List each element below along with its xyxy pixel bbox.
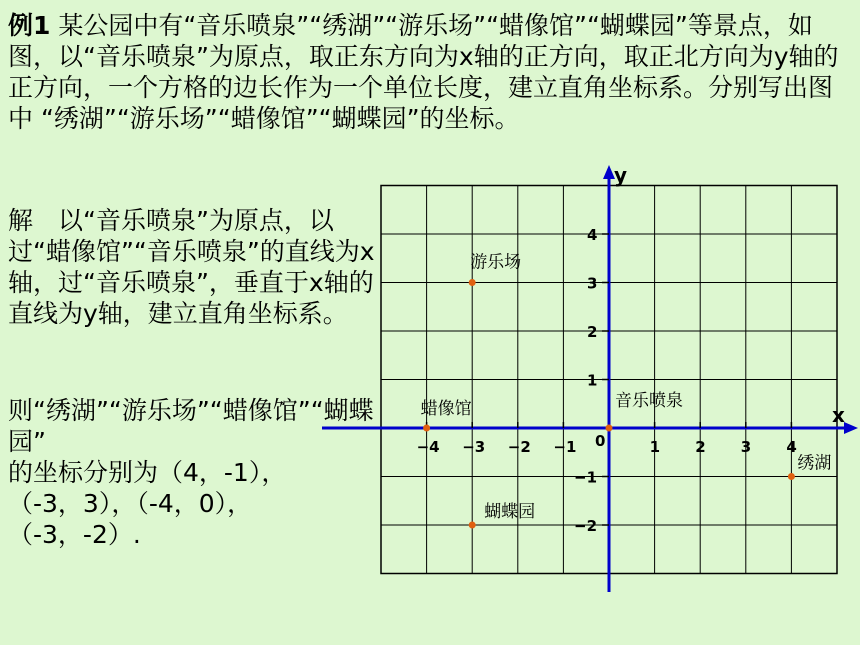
point-label: 绣湖 [797,453,832,474]
example-label: 例1 [8,11,51,40]
x-axis-arrow-icon [844,422,858,434]
y-tick-label: −2 [574,517,598,535]
origin-label: 0 [595,432,606,450]
y-axis-label: y [614,163,628,187]
data-point [423,425,430,432]
x-tick-label: −3 [462,438,486,456]
x-tick-label: 1 [649,438,661,456]
x-tick-label: 2 [695,438,706,456]
x-tick-label: 3 [740,438,752,456]
x-axis-label: x [832,403,845,427]
y-tick-label: 1 [587,371,598,390]
y-tick-label: −1 [574,468,598,487]
point-label: 蜡像馆 [420,399,472,419]
answer-line-3: （-3，3），（-4，0）， [8,489,253,518]
data-point [469,522,476,529]
point-label: 音乐喷泉 [615,391,683,411]
answer-line-2: 的坐标分别为（4，-1）， [8,458,287,487]
x-tick-label: −4 [416,438,440,456]
y-tick-label: 3 [587,274,598,293]
x-tick-label: −1 [553,438,577,456]
x-tick-label: −2 [507,438,531,456]
x-tick-label: 4 [786,438,797,456]
point-label: 游乐场 [470,252,522,273]
y-tick-label: 2 [587,323,598,341]
data-point [606,425,613,432]
data-point [788,473,795,480]
answer-line-1: 则“绣湖”“游乐场”“蜡像馆”“蝴蝶园” [8,396,374,456]
data-point [469,279,476,286]
solution-text: 解 以“音乐喷泉”为原点，以过“蜡像馆”“音乐喷泉”的直线为x轴，过“音乐喷泉”，垂直于x轴的直线为y轴，建立直角坐标系。 [8,206,375,328]
point-label: 蝴蝶园 [484,502,536,522]
y-tick-label: 4 [587,226,598,244]
problem-text: 某公园中有“音乐喷泉”“绣湖”“游乐场”“蜡像馆”“蝴蝶园”等景点，如图，以“音乐喷泉”为原点，取正东方向为x轴的正方向，取正北方向为y轴的正方向，一个方格的边长作为一个单位长度，建立直角坐标系。分别写出图中 “绣湖”“游乐场”“蜡像馆”“蝴蝶园”的坐标。 [8,11,839,133]
answer-line-4: （-3，-2）. [8,520,141,549]
